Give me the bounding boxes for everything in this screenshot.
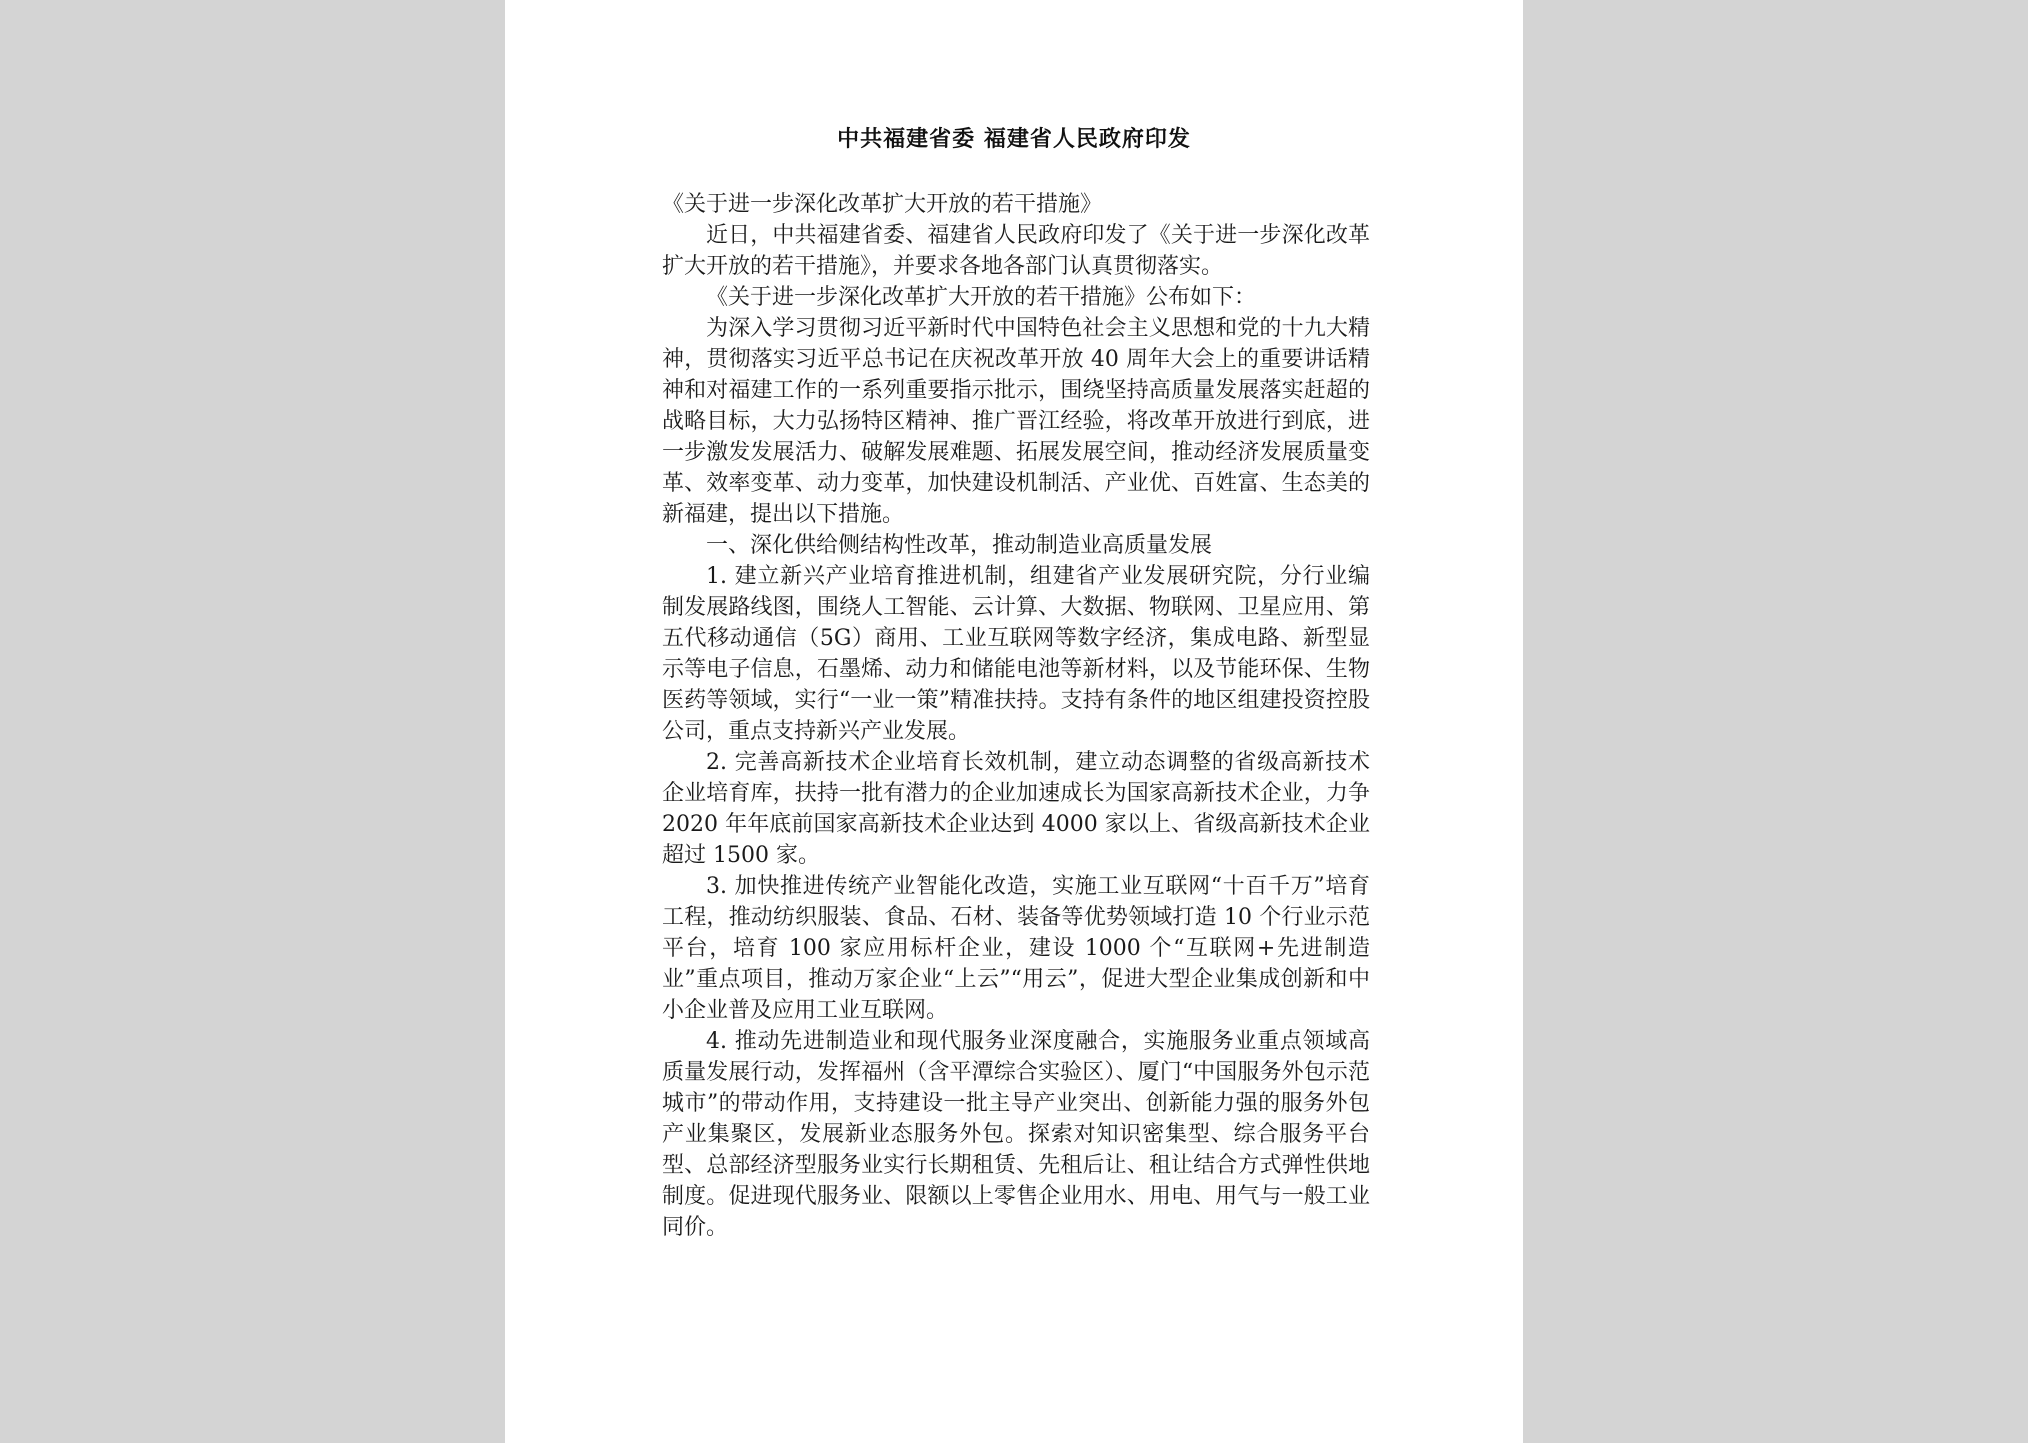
paragraph: 2. 完善高新技术企业培育长效机制，建立动态调整的省级高新技术企业培育库，扶持一批有潜力的企业加速成长为国家高新技术企业，力争 2020 年年底前国家高新技术企业达到 4000 家以上、省级高新技术企业超过 1500 家。 xyxy=(662,750,1370,868)
section-heading: 一、深化供给侧结构性改革，推动制造业高质量发展 xyxy=(706,533,1213,558)
paragraph: 近日，中共福建省委、福建省人民政府印发了《关于进一步深化改革扩大开放的若干措施》，并要求各地各部门认真贯彻落实。 xyxy=(662,223,1370,279)
paragraph: 为深入学习贯彻习近平新时代中国特色社会主义思想和党的十九大精神，贯彻落实习近平总书记在庆祝改革开放 40 周年大会上的重要讲话精神和对福建工作的一系列重要指示批示，围绕坚持高质量发展落实赶超的战略目标，大力弘扬特区精神、推广晋江经验，将改革开放进行到底，进一步激发发展活力、破解发展难题、拓展发展空间，推动经济发展质量变革、效率变革、动力变革，加快建设机制活、产业优、百姓富、生态美的新福建，提出以下措施。 xyxy=(662,316,1370,527)
document-page xyxy=(505,0,1523,1443)
document-body xyxy=(662,189,1370,1243)
paragraph: 3. 加快推进传统产业智能化改造，实施工业互联网“十百千万”培育工程，推动纺织服装、食品、石材、装备等优势领域打造 10 个行业示范平台，培育 100 家应用标杆企业，建设 1000 个“互联网+先进制造业”重点项目，推动万家企业“上云”“用云”，促进大型企业集成创新和中小企业普及应用工业互联网。 xyxy=(662,874,1370,1023)
paragraph: 4. 推动先进制造业和现代服务业深度融合，实施服务业重点领域高质量发展行动，发挥福州（含平潭综合实验区）、厦门“中国服务外包示范城市”的带动作用，支持建设一批主导产业突出、创新能力强的服务外包产业集聚区，发展新业态服务外包。探索对知识密集型、综合服务平台型、总部经济型服务业实行长期租赁、先租后让、租让结合方式弹性供地制度。促进现代服务业、限额以上零售企业用水、用电、用气与一般工业同价。 xyxy=(662,1029,1370,1240)
document-heading: 中共福建省委 福建省人民政府印发 xyxy=(837,126,1191,152)
paragraph: 《关于进一步深化改革扩大开放的若干措施》公布如下： xyxy=(706,285,1257,310)
paragraph: 1. 建立新兴产业培育推进机制，组建省产业发展研究院，分行业编制发展路线图，围绕人工智能、云计算、大数据、物联网、卫星应用、第五代移动通信（5G）商用、工业互联网等数字经济，集成电路、新型显示等电子信息，石墨烯、动力和储能电池等新材料，以及节能环保、生物医药等领域，实行“一业一策”精准扶持。支持有条件的地区组建投资控股公司，重点支持新兴产业发展。 xyxy=(662,564,1370,744)
document-title-line: 《关于进一步深化改革扩大开放的若干措施》 xyxy=(662,192,1103,217)
